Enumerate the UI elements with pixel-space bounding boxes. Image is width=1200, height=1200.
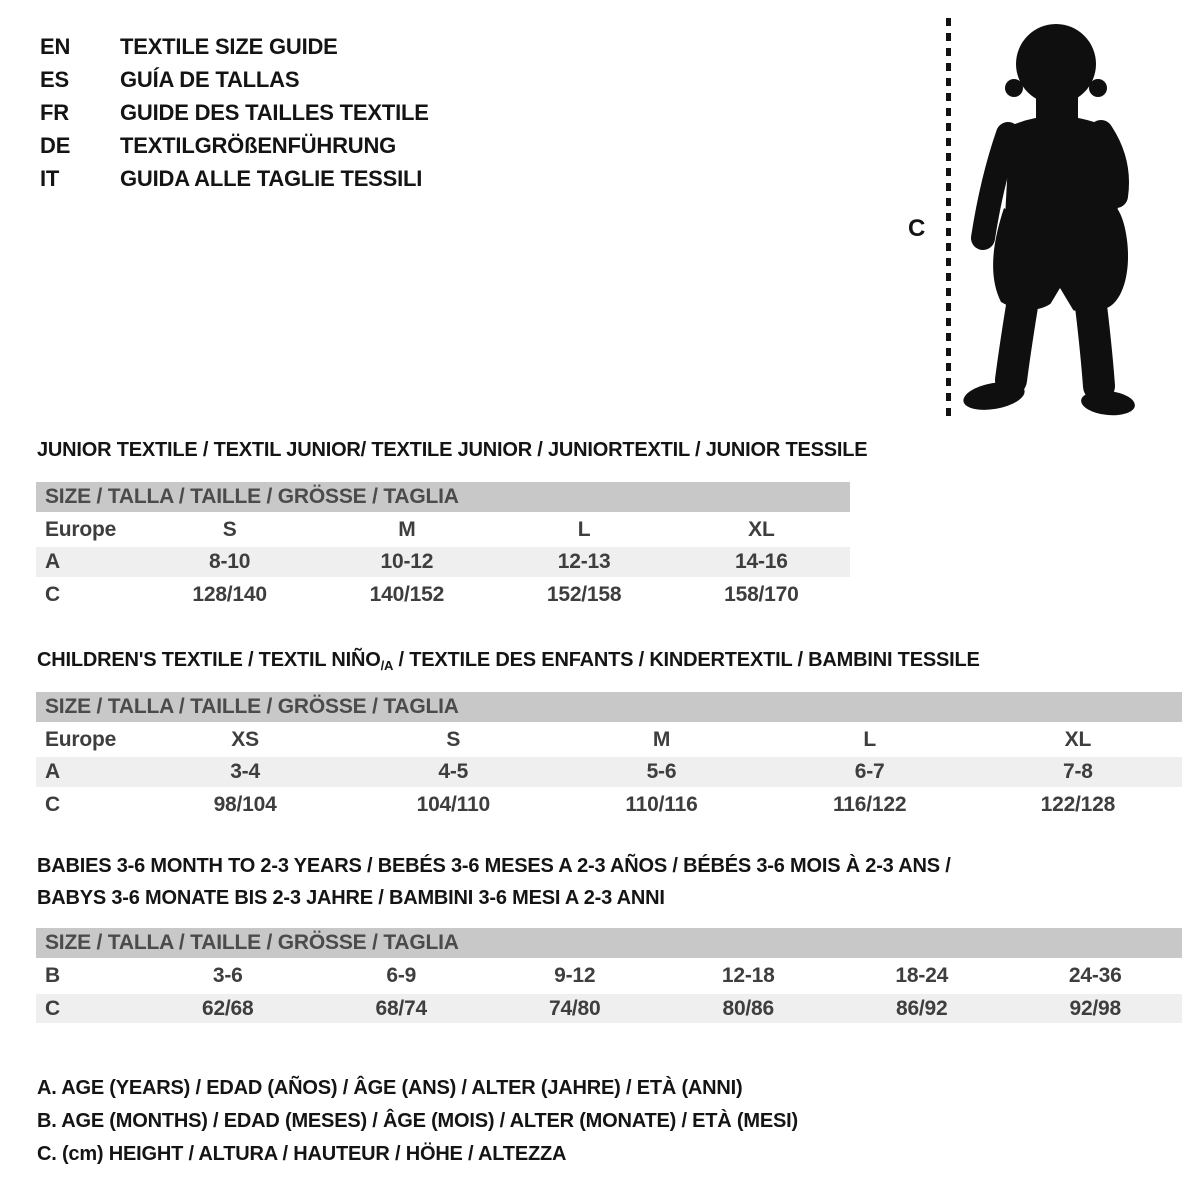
language-row-es bbox=[40, 63, 429, 96]
legend-line-a: A. AGE (YEARS) / EDAD (AÑOS) / ÂGE (ANS) / ALTER (JAHRE) / ETÀ (ANNI) bbox=[37, 1077, 743, 1099]
legend-line-c: C. (cm) HEIGHT / ALTURA / HAUTEUR / HÖHE / ALTEZZA bbox=[37, 1143, 567, 1165]
size-cell: L bbox=[496, 512, 673, 547]
language-code: EN bbox=[40, 34, 71, 59]
legend-line-b: B. AGE (MONTHS) / EDAD (MESES) / ÂGE (MOIS) / ALTER (MONATE) / ETÀ (MESI) bbox=[37, 1110, 798, 1132]
junior-size-table bbox=[36, 482, 850, 613]
language-code: ES bbox=[40, 67, 69, 92]
language-row-fr bbox=[40, 96, 429, 129]
age-cell: 12-13 bbox=[496, 547, 673, 577]
language-code: FR bbox=[40, 100, 69, 125]
age-cell: 8-10 bbox=[141, 547, 318, 577]
size-cell: S bbox=[141, 512, 318, 547]
babies-title-line2: BABYS 3-6 MONATE BIS 2-3 JAHRE / BAMBINI 3-6 MESI A 2-3 ANNI bbox=[37, 887, 665, 909]
height-measure-label: C bbox=[908, 215, 926, 242]
age-cell: 5-6 bbox=[557, 757, 765, 787]
height-cell: 104/110 bbox=[349, 787, 557, 823]
age-cell: 14-16 bbox=[673, 547, 850, 577]
size-header-label: SIZE / TALLA / TAILLE / GRÖSSE / TAGLIA bbox=[36, 692, 1182, 722]
height-cell: 140/152 bbox=[318, 577, 495, 613]
age-cell: 4-5 bbox=[349, 757, 557, 787]
row-label: B bbox=[36, 958, 141, 994]
language-label: GUIDA ALLE TAGLIE TESSILI bbox=[120, 166, 423, 191]
age-cell: 7-8 bbox=[974, 757, 1182, 787]
row-label: Europe bbox=[36, 512, 141, 547]
size-cell: XL bbox=[974, 722, 1182, 757]
row-label: A bbox=[36, 757, 141, 787]
row-label: A bbox=[36, 547, 141, 577]
children-title-sub: /A bbox=[380, 658, 394, 673]
measurement-legend bbox=[37, 1072, 798, 1171]
height-cell: 62/68 bbox=[141, 994, 315, 1023]
size-header-bar bbox=[36, 692, 1182, 722]
height-cell: 80/86 bbox=[662, 994, 836, 1023]
table-row-height bbox=[36, 787, 1182, 823]
size-cell: XL bbox=[673, 512, 850, 547]
size-header-label: SIZE / TALLA / TAILLE / GRÖSSE / TAGLIA bbox=[36, 928, 1182, 958]
children-size-table bbox=[36, 692, 1182, 823]
size-cell: L bbox=[766, 722, 974, 757]
language-label: GUÍA DE TALLAS bbox=[120, 67, 300, 92]
language-label: TEXTILGRÖßENFÜHRUNG bbox=[120, 133, 397, 158]
months-cell: 9-12 bbox=[488, 958, 662, 994]
language-row-en bbox=[40, 30, 429, 63]
language-code: DE bbox=[40, 133, 71, 158]
height-cell: 68/74 bbox=[315, 994, 489, 1023]
junior-section-title: JUNIOR TEXTILE / TEXTIL JUNIOR/ TEXTILE JUNIOR / JUNIORTEXTIL / JUNIOR TESSILE bbox=[37, 439, 868, 461]
children-section-title bbox=[37, 648, 980, 674]
height-cell: 86/92 bbox=[835, 994, 1009, 1023]
children-title-prefix: CHILDREN'S TEXTILE / TEXTIL NIÑO bbox=[37, 649, 381, 671]
language-row-it bbox=[40, 162, 429, 195]
height-cell: 110/116 bbox=[557, 787, 765, 823]
height-cell: 92/98 bbox=[1009, 994, 1183, 1023]
height-cell: 116/122 bbox=[766, 787, 974, 823]
row-label: C bbox=[36, 787, 141, 823]
size-header-label: SIZE / TALLA / TAILLE / GRÖSSE / TAGLIA bbox=[36, 482, 850, 512]
table-row-age bbox=[36, 757, 1182, 787]
size-cell: M bbox=[557, 722, 765, 757]
table-row-height bbox=[36, 577, 850, 613]
size-cell: XS bbox=[141, 722, 349, 757]
height-cell: 122/128 bbox=[974, 787, 1182, 823]
table-row-months bbox=[36, 958, 1182, 994]
months-cell: 12-18 bbox=[662, 958, 836, 994]
height-cell: 128/140 bbox=[141, 577, 318, 613]
age-cell: 3-4 bbox=[141, 757, 349, 787]
language-row-de bbox=[40, 129, 429, 162]
months-cell: 18-24 bbox=[835, 958, 1009, 994]
size-cell: M bbox=[318, 512, 495, 547]
months-cell: 6-9 bbox=[315, 958, 489, 994]
size-cell: S bbox=[349, 722, 557, 757]
age-cell: 6-7 bbox=[766, 757, 974, 787]
children-title-suffix: / TEXTILE DES ENFANTS / KINDERTEXTIL / BAMBINI TESSILE bbox=[393, 649, 980, 671]
months-cell: 24-36 bbox=[1009, 958, 1183, 994]
age-cell: 10-12 bbox=[318, 547, 495, 577]
language-code: IT bbox=[40, 166, 60, 191]
row-label: C bbox=[36, 577, 141, 613]
language-list bbox=[40, 30, 429, 195]
table-row-height bbox=[36, 994, 1182, 1023]
babies-size-table bbox=[36, 928, 1182, 1023]
height-cell: 158/170 bbox=[673, 577, 850, 613]
height-cell: 98/104 bbox=[141, 787, 349, 823]
size-header-bar bbox=[36, 482, 850, 512]
row-label: C bbox=[36, 994, 141, 1023]
size-header-bar bbox=[36, 928, 1182, 958]
table-row-europe bbox=[36, 512, 850, 547]
table-row-age bbox=[36, 547, 850, 577]
babies-section-title bbox=[37, 850, 951, 914]
table-row-europe bbox=[36, 722, 1182, 757]
row-label: Europe bbox=[36, 722, 141, 757]
height-cell: 74/80 bbox=[488, 994, 662, 1023]
toddler-silhouette-icon bbox=[950, 12, 1140, 417]
language-label: TEXTILE SIZE GUIDE bbox=[120, 34, 338, 59]
babies-title-line1: BABIES 3-6 MONTH TO 2-3 YEARS / BEBÉS 3-6 MESES A 2-3 AÑOS / BÉBÉS 3-6 MOIS À 2-3 ANS / bbox=[37, 855, 951, 877]
language-label: GUIDE DES TAILLES TEXTILE bbox=[120, 100, 429, 125]
height-cell: 152/158 bbox=[496, 577, 673, 613]
months-cell: 3-6 bbox=[141, 958, 315, 994]
